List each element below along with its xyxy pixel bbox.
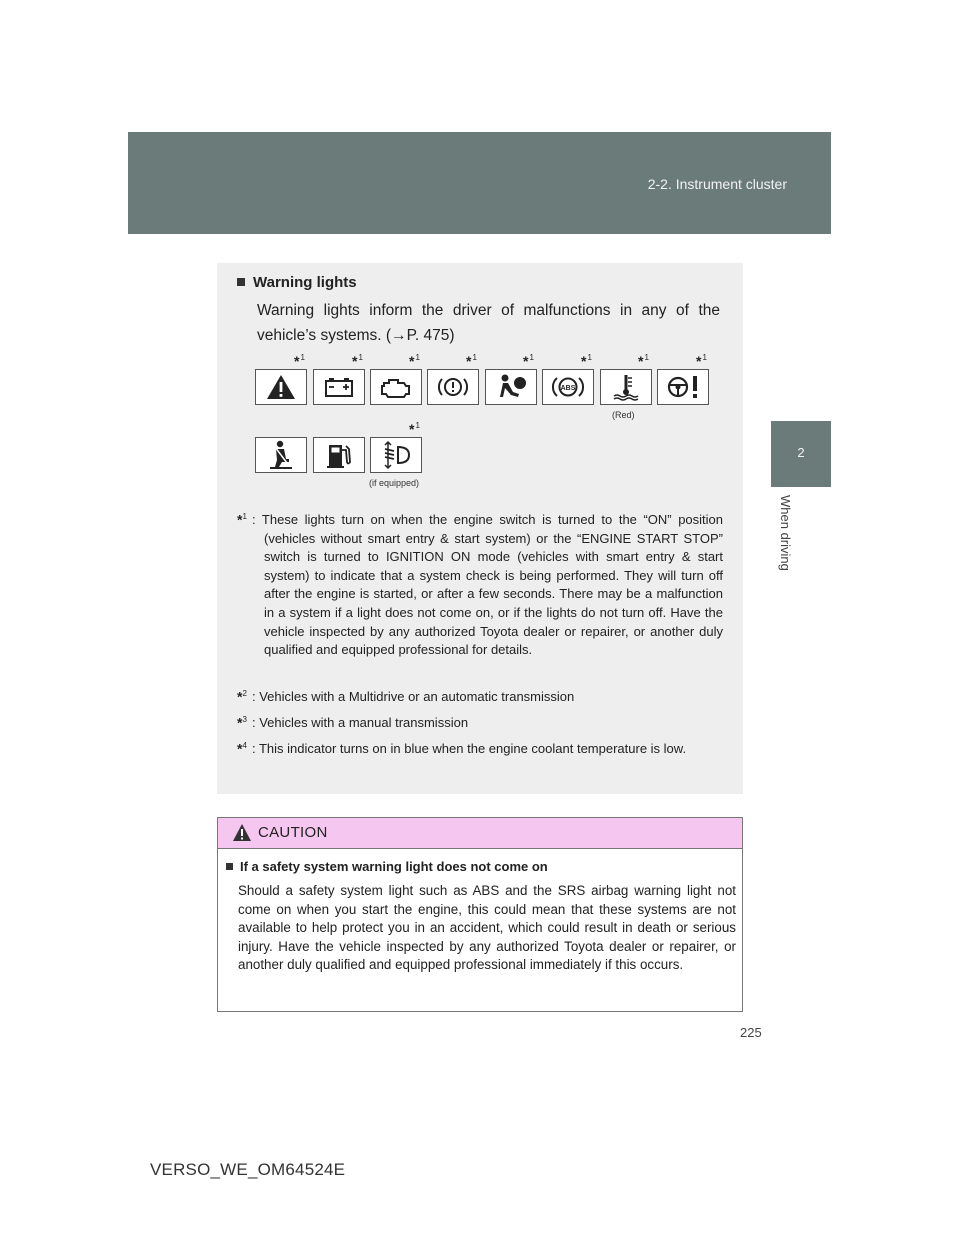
star-marker: *$^1$ <box>294 353 305 369</box>
star-marker: *$^1$ <box>696 353 707 369</box>
footnote-text: : This indicator turns on in blue when the engine coolant temperature is low. <box>252 741 687 756</box>
chapter-label: When driving <box>778 495 793 571</box>
power-steering-icon <box>657 369 709 405</box>
caution-box <box>217 817 743 1012</box>
srs-airbag-icon <box>485 369 537 405</box>
footnote-3 <box>237 714 723 733</box>
footnote-text: : Vehicles with a Multidrive or an automatic transmission <box>252 689 575 704</box>
low-fuel-icon <box>313 437 365 473</box>
square-bullet-icon <box>226 863 233 870</box>
chapter-number: 2 <box>797 445 805 460</box>
caution-subtitle-row <box>226 859 548 874</box>
footnote-text: : Vehicles with a manual transmission <box>252 715 469 730</box>
warning-lights-intro: Warning lights inform the driver of malfunctions in any of the vehicle’s systems. (→P. 475) <box>257 302 720 344</box>
brake-system-icon <box>427 369 479 405</box>
coolant-temperature-icon <box>600 369 652 405</box>
star-marker: *$^1$ <box>581 353 592 369</box>
seatbelt-reminder-icon <box>255 437 307 473</box>
warning-lights-title: Warning lights <box>253 274 357 291</box>
footnote-1 <box>237 511 723 660</box>
footnote-mark: *$^3$ <box>237 714 247 731</box>
battery-icon <box>313 369 365 405</box>
footnote-4 <box>237 740 723 759</box>
footnote-mark: *$^1$ <box>237 511 247 528</box>
footnote-text: : These lights turn on when the engine switch is turned to the “ON” position (vehicles without smart entry & start system) or the “ENGINE START STOP” switch is turned to IGNITION ON mode (vehicles with smart entry & start system) to indicate that a system check is being performed. They will turn off after the engine is started, or after a few seconds. There may be a malfunction in a system if a light does not come on, or if the lights do not turn off. Have the vehicle inspected by any authorized Toyota dealer or repairer, or another duly qualified and equipped professional for details. <box>252 512 723 658</box>
section-title: 2-2. Instrument cluster <box>647 176 787 192</box>
footnote-mark: *$^2$ <box>237 688 247 705</box>
star-marker: *$^1$ <box>466 353 477 369</box>
star-marker: *$^1$ <box>409 421 420 437</box>
chapter-tab <box>771 421 831 487</box>
engine-icon <box>370 369 422 405</box>
abs-icon <box>542 369 594 405</box>
star-marker: *$^1$ <box>409 353 420 369</box>
caution-triangle-icon <box>232 823 252 842</box>
square-bullet-icon <box>237 278 245 286</box>
star-marker: *$^1$ <box>638 353 649 369</box>
star-marker: *$^1$ <box>352 353 363 369</box>
warning-lights-heading <box>237 274 357 291</box>
page-number: 225 <box>740 1025 762 1040</box>
caution-header <box>218 818 742 849</box>
caution-title: CAUTION <box>258 824 328 841</box>
caution-body: Should a safety system light such as ABS and the SRS airbag warning light not come on when you start the engine, this could mean that these systems are not available to help protect you in an accident, which could result in death or serious injury. Have the vehicle inspected by any authorized Toyota dealer or repairer, or another duly qualified and equipped professional immediately if this occurs. <box>238 883 736 973</box>
star-marker: *$^1$ <box>523 353 534 369</box>
svg-text:ABS: ABS <box>560 385 576 392</box>
if-equipped-label: (if equipped) <box>369 478 420 488</box>
caution-subtitle: If a safety system warning light does not come on <box>240 859 548 874</box>
page-header <box>128 132 831 234</box>
master-warning-icon <box>255 369 307 405</box>
document-code: VERSO_WE_OM64524E <box>150 1160 346 1179</box>
warning-lights-box <box>217 263 743 794</box>
red-label: (Red) <box>612 410 635 420</box>
footnote-2 <box>237 688 723 707</box>
footnote-mark: *$^4$ <box>237 740 247 757</box>
headlight-leveling-icon <box>370 437 422 473</box>
